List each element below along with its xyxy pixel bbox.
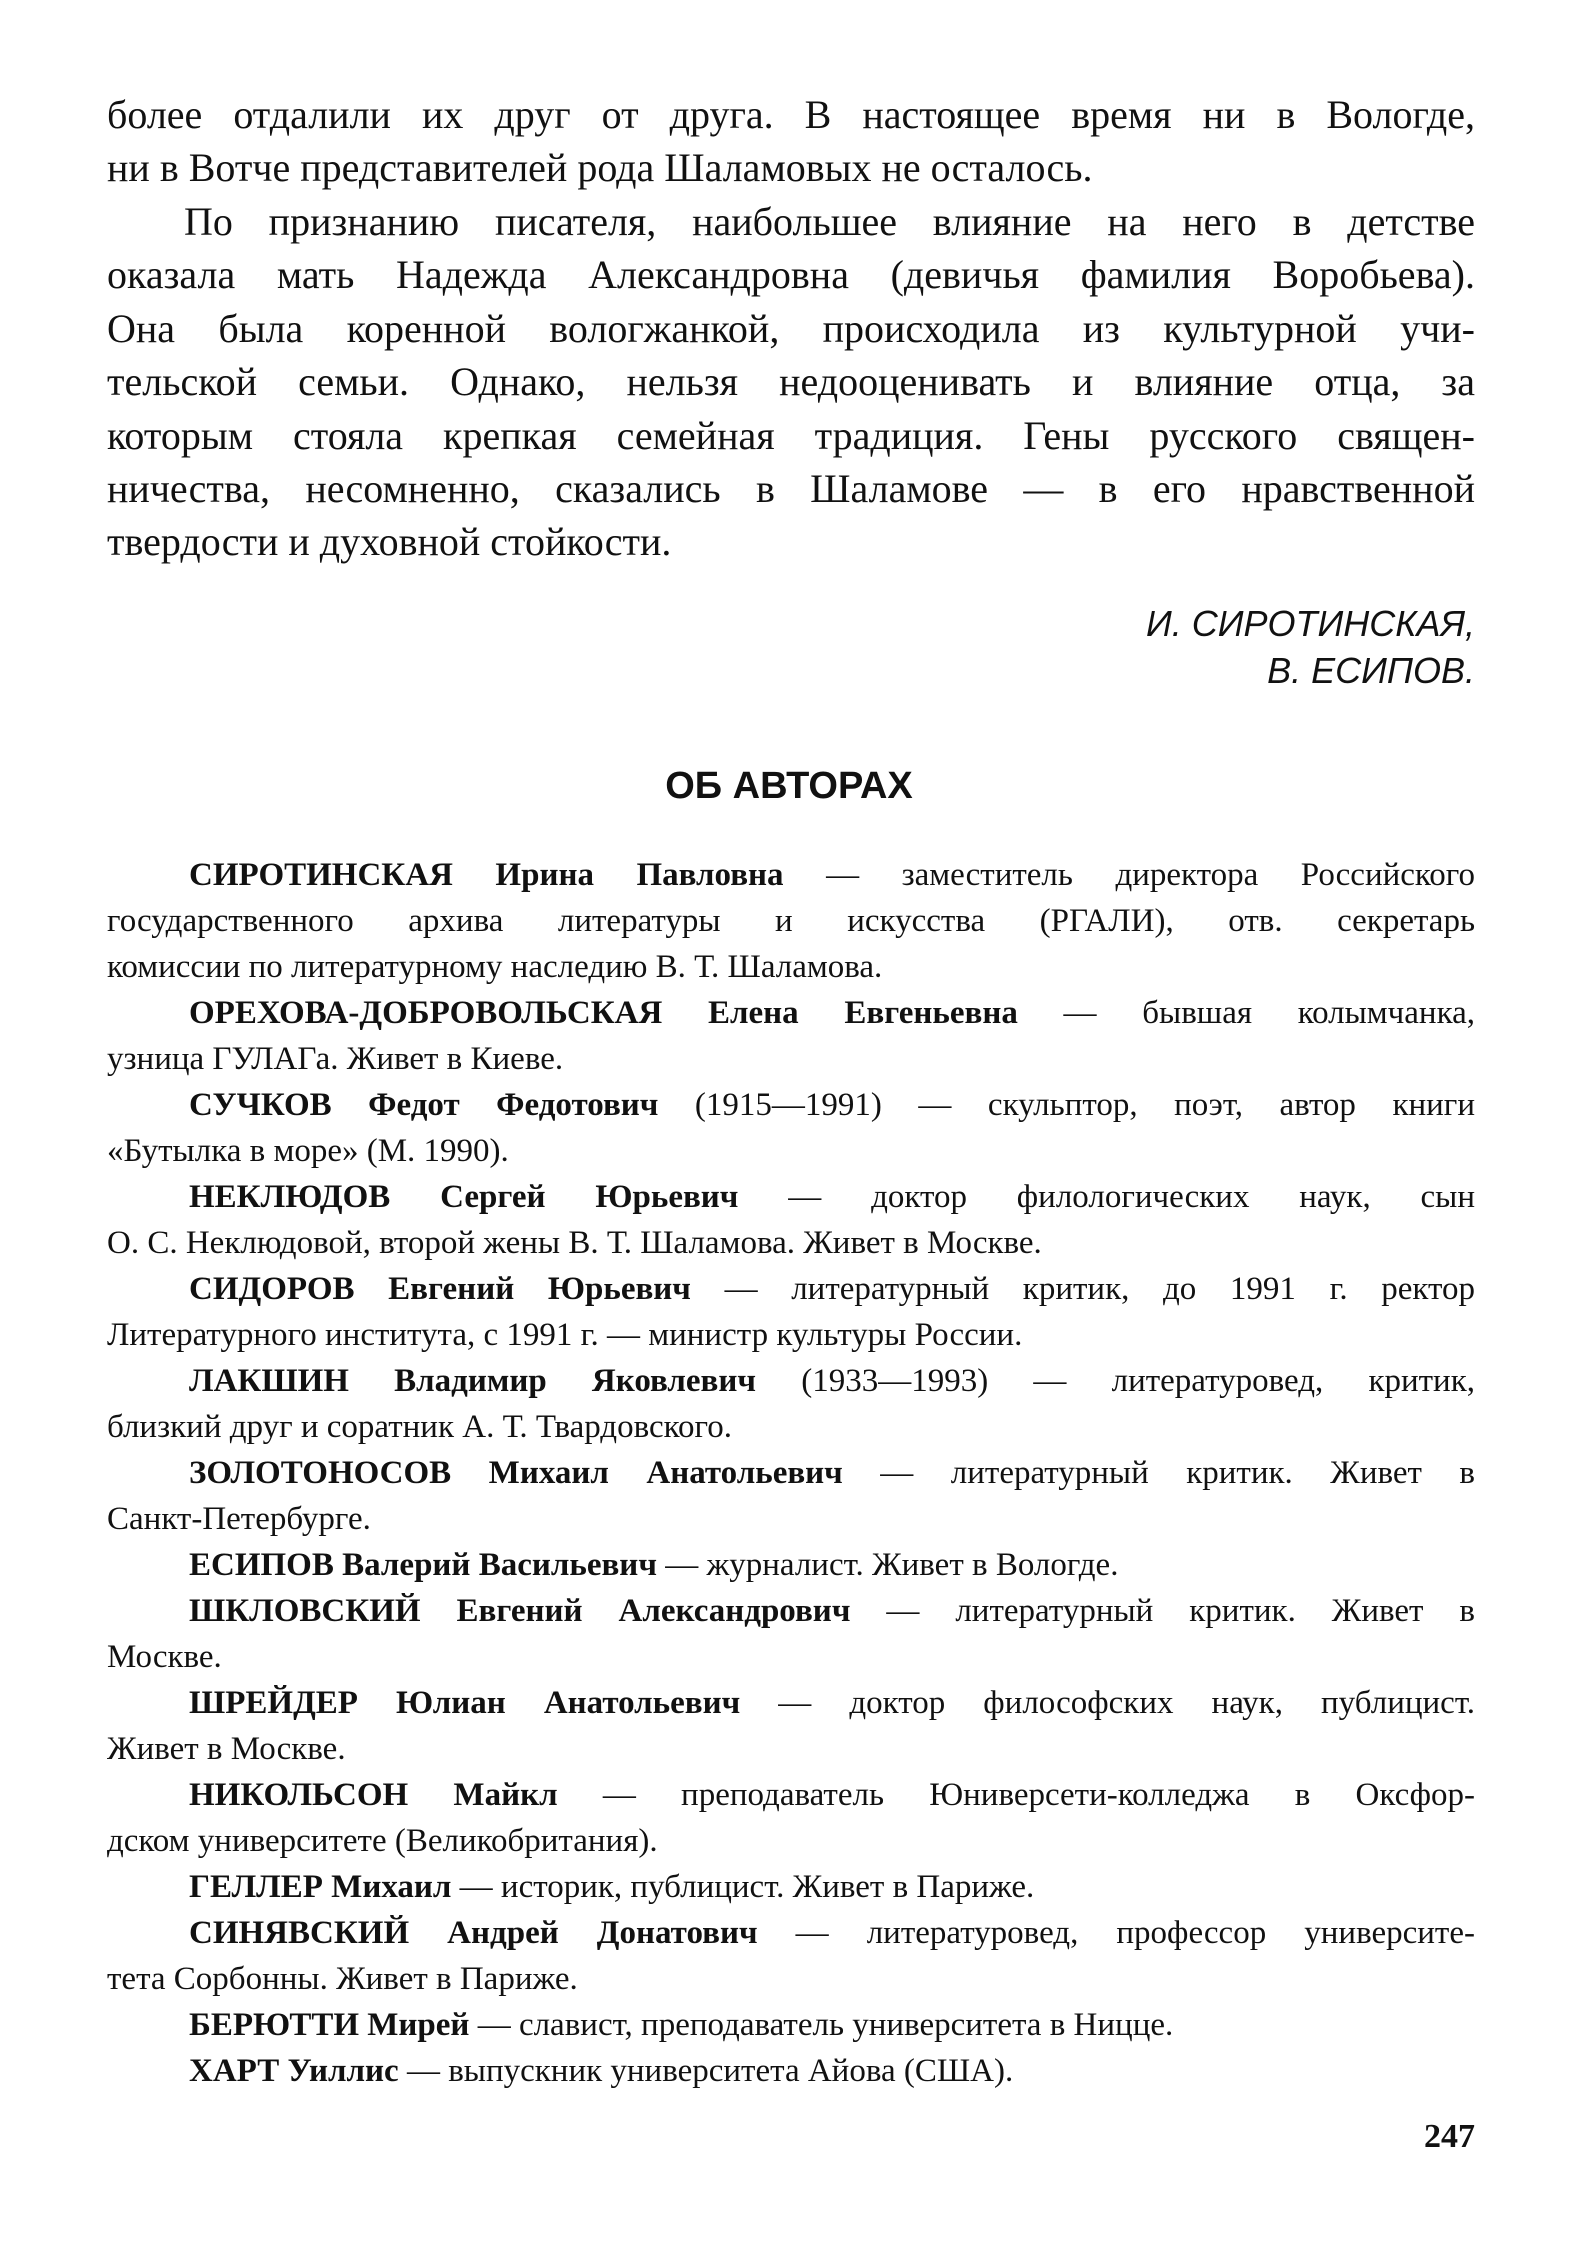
author-name: ГЕЛЛЕР Михаил bbox=[189, 1869, 452, 1905]
text-line: Она была коренной вологжанкой, происходила из культурной учи- bbox=[107, 305, 1475, 351]
text-line bbox=[107, 1174, 1475, 1220]
author-name: ЕСИПОВ Валерий Васильевич bbox=[189, 1547, 657, 1583]
text-line: государственного архива литературы и искусства (РГАЛИ), отв. секретарь bbox=[107, 903, 1475, 939]
text-line: которым стояла крепкая семейная традиция. Гены русского священ- bbox=[107, 412, 1475, 458]
author-description: — славист, преподаватель университета в Ницце. bbox=[477, 2007, 1174, 2043]
text-line: тельской семьи. Однако, нельзя недооценивать и влияние отца, за bbox=[107, 359, 1475, 405]
author-name: БЕРЮТТИ Мирей bbox=[189, 2007, 470, 2043]
text-line bbox=[107, 1450, 1475, 1496]
text-line bbox=[107, 1082, 1475, 1128]
author-description: — бывшая колымчанка, bbox=[1063, 995, 1475, 1031]
author-entry bbox=[107, 1542, 1475, 1588]
signature bbox=[1146, 600, 1475, 694]
text-line: твердости и духовной стойкости. bbox=[107, 519, 672, 565]
text-line: тета Сорбонны. Живет в Париже. bbox=[107, 1961, 578, 1997]
text-line: дском университете (Великобритания). bbox=[107, 1823, 658, 1859]
text-line bbox=[107, 1266, 1475, 1312]
author-name: ЛАКШИН Владимир Яковлевич bbox=[189, 1363, 756, 1399]
text-line bbox=[107, 990, 1475, 1036]
text-line bbox=[107, 1358, 1475, 1404]
text-line bbox=[107, 2002, 1475, 2048]
author-name: ШКЛОВСКИЙ Евгений Александрович bbox=[189, 1593, 851, 1629]
author-name: НЕКЛЮДОВ Сергей Юрьевич bbox=[189, 1179, 739, 1215]
text-line: близкий друг и соратник А. Т. Твардовского. bbox=[107, 1409, 732, 1445]
author-entry bbox=[107, 1772, 1475, 1864]
author-name: СИРОТИНСКАЯ Ирина Павловна bbox=[189, 857, 784, 893]
author-entry bbox=[107, 2048, 1475, 2094]
text-line: узница ГУЛАГа. Живет в Киеве. bbox=[107, 1041, 564, 1077]
text-line: комиссии по литературному наследию В. Т. Шаламова. bbox=[107, 949, 883, 985]
author-entry bbox=[107, 1864, 1475, 1910]
author-description: — преподаватель Юниверсети-колледжа в Оксфор- bbox=[602, 1777, 1476, 1813]
author-description: — журналист. Живет в Вологде. bbox=[665, 1547, 1119, 1583]
author-description: — выпускник университета Айова (США). bbox=[406, 2053, 1014, 2089]
author-description: (1933—1993) — литературовед, критик, bbox=[801, 1363, 1475, 1399]
author-entry bbox=[107, 852, 1475, 990]
author-description: — доктор филологических наук, сын bbox=[788, 1179, 1475, 1215]
author-entry bbox=[107, 2002, 1475, 2048]
author-name: НИКОЛЬСОН Майкл bbox=[189, 1777, 558, 1813]
author-description: (1915—1991) — скульптор, поэт, автор книги bbox=[694, 1087, 1475, 1123]
text-line bbox=[107, 1864, 1475, 1910]
paragraph-2 bbox=[107, 195, 1475, 569]
text-line bbox=[107, 1680, 1475, 1726]
author-name: СИДОРОВ Евгений Юрьевич bbox=[189, 1271, 691, 1307]
text-line: ни в Вотче представителей рода Шаламовых не осталось. bbox=[107, 145, 1093, 191]
author-description: — заместитель директора Российского bbox=[826, 857, 1475, 893]
page-number: 247 bbox=[1424, 2118, 1475, 2155]
author-name: СИНЯВСКИЙ Андрей Донатович bbox=[189, 1915, 758, 1951]
author-description: — литературный критик. Живет в bbox=[880, 1455, 1476, 1491]
author-entry bbox=[107, 990, 1475, 1082]
text-line: ничества, несомненно, сказались в Шаламове — в его нравственной bbox=[107, 465, 1475, 511]
author-name: ОРЕХОВА-ДОБРОВОЛЬСКАЯ Елена Евгеньевна bbox=[189, 995, 1018, 1031]
text-line: Живет в Москве. bbox=[107, 1731, 346, 1767]
author-entry bbox=[107, 1910, 1475, 2002]
author-entry bbox=[107, 1358, 1475, 1450]
author-description: — историк, публицист. Живет в Париже. bbox=[459, 1869, 1035, 1905]
author-description: — литературный критик. Живет в bbox=[886, 1593, 1475, 1629]
author-entry bbox=[107, 1082, 1475, 1174]
text-line: Литературного института, с 1991 г. — министр культуры России. bbox=[107, 1317, 1023, 1353]
text-line: Москве. bbox=[107, 1639, 222, 1675]
text-line: По признанию писателя, наибольшее влияние на него в детстве bbox=[184, 199, 1475, 244]
signature-author-1: И. СИРОТИНСКАЯ, bbox=[1145, 603, 1475, 644]
author-name: ЗОЛОТОНОСОВ Михаил Анатольевич bbox=[189, 1455, 843, 1491]
author-name: СУЧКОВ Федот Федотович bbox=[189, 1087, 659, 1123]
text-line bbox=[107, 1910, 1475, 1956]
authors-list bbox=[107, 852, 1475, 2094]
author-description: — литературовед, профессор университе- bbox=[795, 1915, 1475, 1951]
text-line bbox=[107, 2048, 1475, 2094]
author-name: ШРЕЙДЕР Юлиан Анатольевич bbox=[189, 1685, 741, 1721]
text-line: оказала мать Надежда Александровна (девичья фамилия Воробьева). bbox=[107, 252, 1475, 298]
text-line: О. С. Неклюдовой, второй жены В. Т. Шаламова. Живет в Москве. bbox=[107, 1225, 1042, 1261]
author-description: — доктор философских наук, публицист. bbox=[778, 1685, 1476, 1721]
author-entry bbox=[107, 1588, 1475, 1680]
text-line: «Бутылка в море» (М. 1990). bbox=[107, 1133, 509, 1169]
paragraph-1 bbox=[107, 88, 1475, 195]
text-line bbox=[107, 852, 1475, 898]
text-line bbox=[107, 1772, 1475, 1818]
text-line: более отдалили их друг от друга. В настоящее время ни в Вологде, bbox=[107, 92, 1475, 137]
author-entry bbox=[107, 1680, 1475, 1772]
section-heading: ОБ АВТОРАХ bbox=[665, 765, 913, 807]
text-line bbox=[107, 1588, 1475, 1634]
author-description: — литературный критик, до 1991 г. ректор bbox=[724, 1271, 1476, 1307]
text-line: Санкт-Петербурге. bbox=[107, 1501, 371, 1537]
author-name: ХАРТ Уиллис bbox=[189, 2053, 399, 2089]
signature-author-2: В. ЕСИПОВ. bbox=[1267, 650, 1475, 691]
author-entry bbox=[107, 1266, 1475, 1358]
text-line bbox=[107, 1542, 1475, 1588]
author-entry bbox=[107, 1450, 1475, 1542]
author-entry bbox=[107, 1174, 1475, 1266]
